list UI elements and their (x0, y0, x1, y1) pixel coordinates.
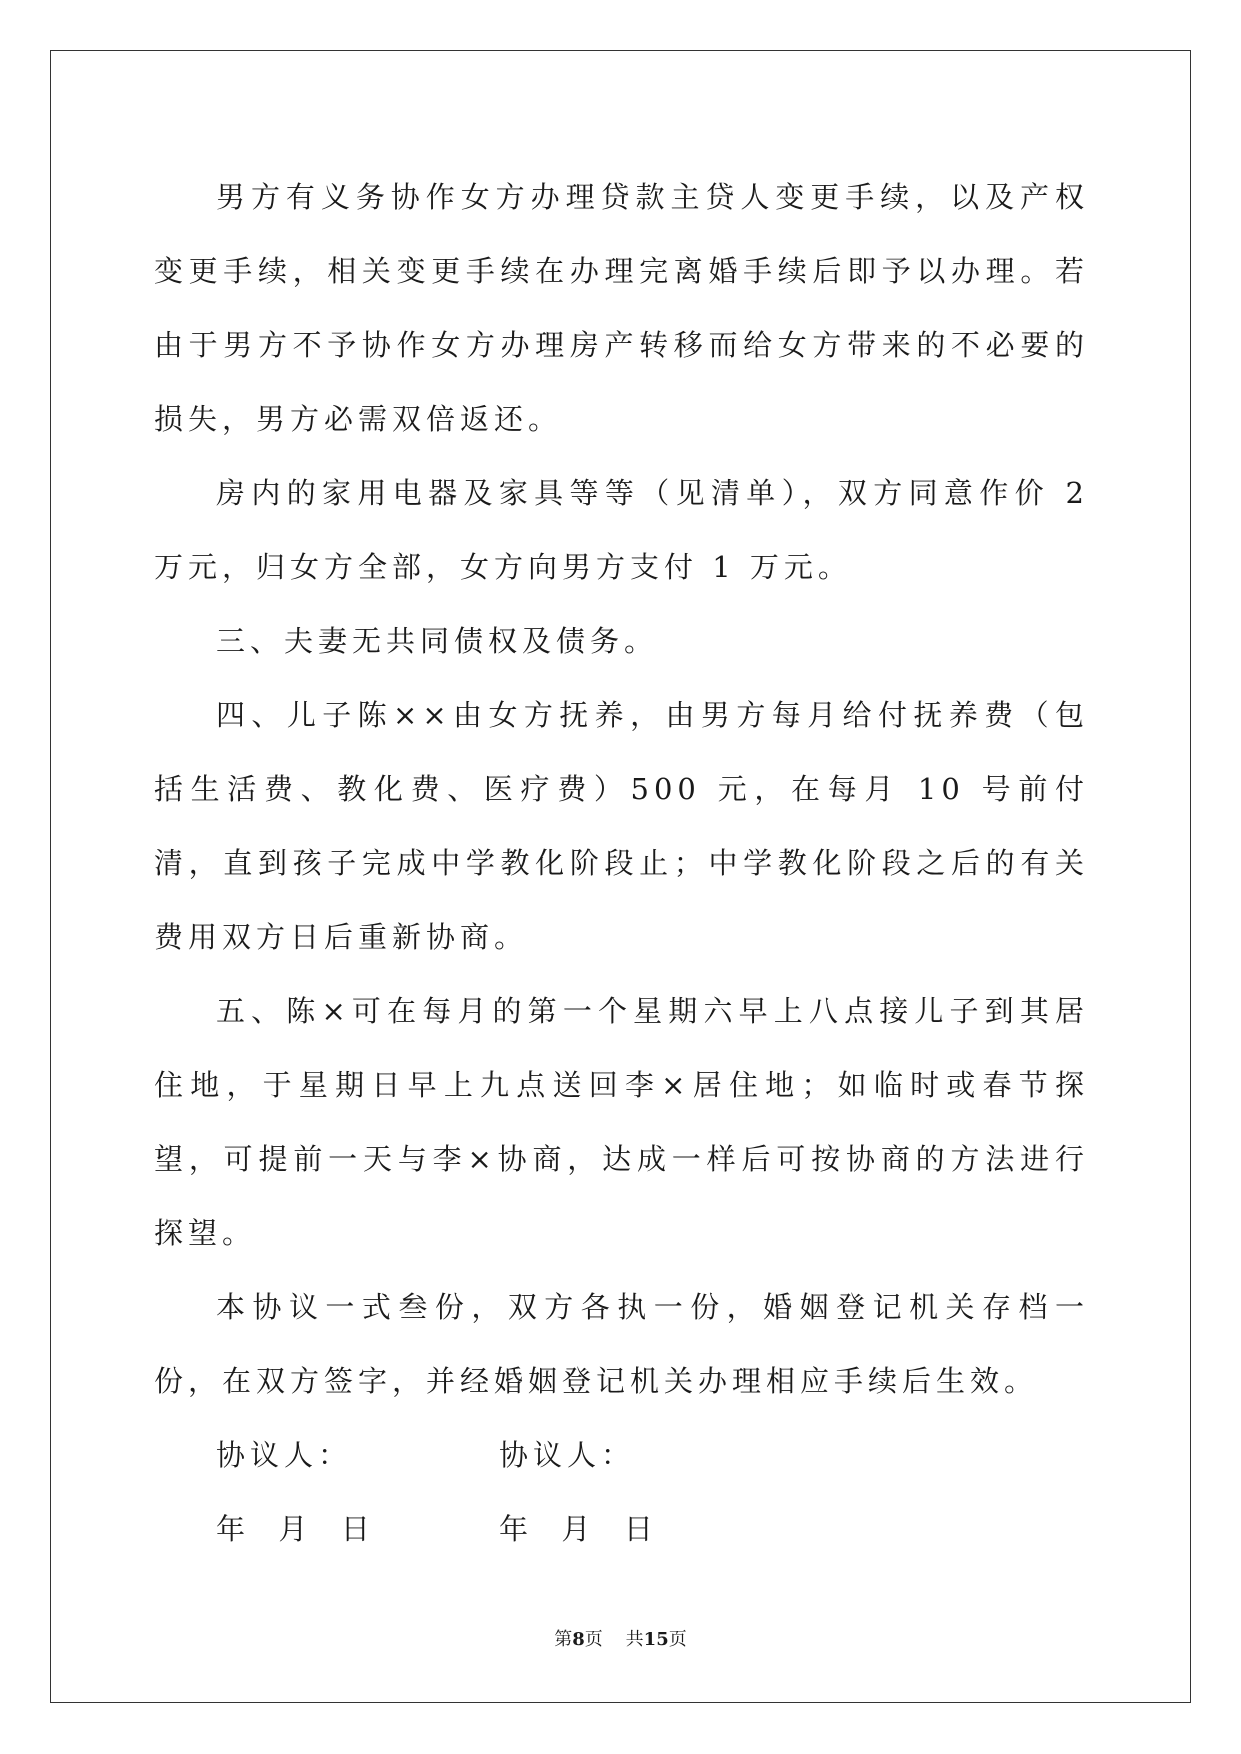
signature-row (154, 1418, 1089, 1492)
paragraph-appliances: 房内的家用电器及家具等等（见清单），双方同意作价 2 万元，归女方全部，女方向男方支付 1 万元。 (154, 476, 1089, 584)
footer-prefix: 第 (554, 1629, 573, 1650)
document-body (154, 160, 1089, 1566)
right-date: 年 月 日 (499, 1512, 658, 1546)
page-number: 8 (572, 1629, 585, 1650)
footer-total-suffix: 页 (668, 1629, 687, 1650)
total-pages: 15 (643, 1629, 669, 1650)
date-row (154, 1492, 1089, 1566)
paragraph-copies: 本协议一式叁份，双方各执一份，婚姻登记机关存档一份，在双方签字，并经婚姻登记机关办理相应手续后生效。 (154, 1290, 1089, 1398)
paragraph-cooperation: 男方有义务协作女方办理贷款主贷人变更手续，以及产权变更手续，相关变更手续在办理完离婚手续后即予以办理。若由于男方不予协作女方办理房产转移而给女方带来的不必要的损失，男方必需双倍返还。 (154, 180, 1089, 436)
paragraph-debts: 三、夫妻无共同债权及债务。 (216, 624, 659, 658)
right-signatory-label: 协议人： (499, 1438, 636, 1472)
page-footer (0, 1625, 1241, 1651)
left-date: 年 月 日 (216, 1512, 375, 1546)
paragraph-custody: 四、儿子陈××由女方抚养，由男方每月给付抚养费（包括生活费、教化费、医疗费）500 元，在每月 10 号前付清，直到孩子完成中学教化阶段止；中学教化阶段之后的有关费用双方日后重新协商。 (154, 698, 1089, 954)
footer-total-prefix: 共 (625, 1629, 644, 1650)
paragraph-visitation: 五、陈×可在每月的第一个星期六早上八点接儿子到其居住地，于星期日早上九点送回李×居住地；如临时或春节探望，可提前一天与李×协商，达成一样后可按协商的方法进行探望。 (154, 994, 1089, 1250)
left-signatory-label: 协议人： (216, 1438, 353, 1472)
footer-page-suffix: 页 (584, 1629, 603, 1650)
